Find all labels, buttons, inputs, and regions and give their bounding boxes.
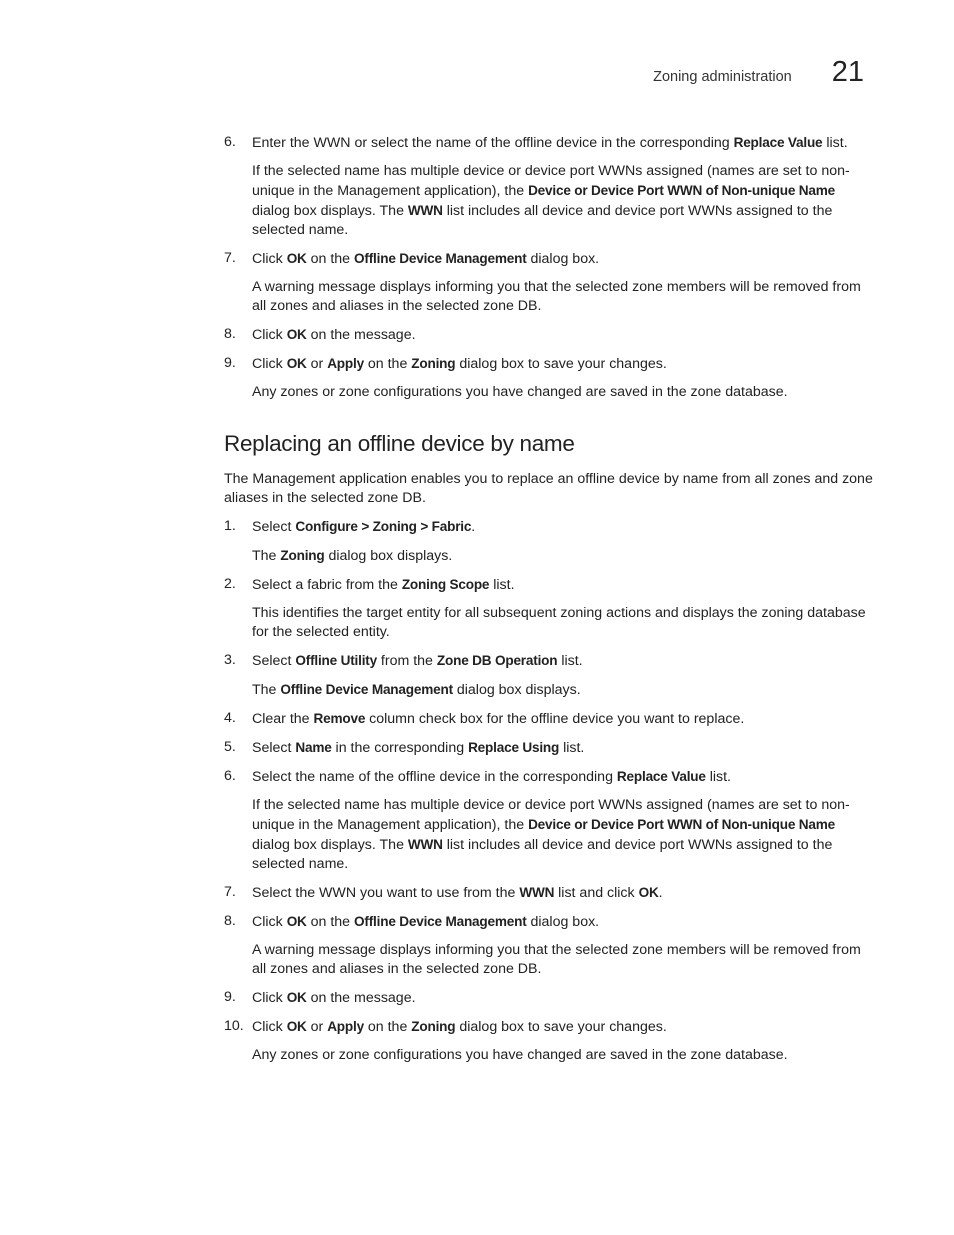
step-8 [224,912,874,932]
step-number: 1. [224,518,236,534]
step-text: Select Offline Utility from the Zone DB Operation list. [252,653,583,669]
step-6-note: If the selected name has multiple device or device port WWNs assigned (names are set to non-unique in the Management application), the Device or Device Port WWN of Non-unique Name dialog box displays. The WWN list includes all device and device port WWNs assigned to the selected name. [252,797,850,872]
step-number: 3. [224,652,236,668]
step-10 [224,1017,874,1037]
step-number: 7. [224,250,236,266]
step-6 [224,767,874,787]
chapter-number: 21 [831,56,864,88]
step-number: 8. [224,326,236,342]
step-number: 9. [224,989,236,1005]
step-text: Click OK on the Offline Device Management dialog box. [252,251,600,267]
step-9 [224,988,874,1008]
step-number: 2. [224,576,236,592]
step-3-note: The Offline Device Management dialog box displays. [252,682,581,698]
section-heading: Replacing an offline device by name [224,431,575,456]
step-9-note: Any zones or zone configurations you have changed are saved in the zone database. [252,384,788,400]
step-text: Click OK on the message. [252,327,416,343]
step-1 [224,517,874,537]
step-number: 4. [224,710,236,726]
section-intro: The Management application enables you to replace an offline device by name from all zones and zone aliases in the selected zone DB. [224,471,873,506]
page-content [224,133,874,1074]
section-title: Zoning administration [653,69,792,85]
step-10-note: Any zones or zone configurations you have changed are saved in the zone database. [252,1047,788,1063]
step-text: Enter the WWN or select the name of the offline device in the corresponding Replace Value list. [252,135,848,151]
page-header [653,56,864,89]
step-number: 6. [224,768,236,784]
step-number: 7. [224,884,236,900]
step-text: Select Configure > Zoning > Fabric. [252,519,476,535]
step-number: 9. [224,355,236,371]
step-7 [224,883,874,903]
step-1-note: The Zoning dialog box displays. [252,548,453,564]
step-7-note: A warning message displays informing you that the selected zone members will be removed from all zones and aliases in the selected zone DB. [252,279,861,314]
step-5 [224,738,874,758]
step-number: 8. [224,913,236,929]
step-4 [224,709,874,729]
step-6 [224,133,874,153]
step-9 [224,354,874,374]
step-8 [224,325,874,345]
step-text: Click OK or Apply on the Zoning dialog box to save your changes. [252,1019,667,1035]
step-text: Click OK or Apply on the Zoning dialog box to save your changes. [252,356,667,372]
step-text: Select the WWN you want to use from the WWN list and click OK. [252,885,663,901]
step-number: 6. [224,134,236,150]
step-2-note: This identifies the target entity for all subsequent zoning actions and displays the zoning database for the selected entity. [252,605,866,640]
step-text: Click OK on the message. [252,990,416,1006]
step-text: Clear the Remove column check box for the offline device you want to replace. [252,711,745,727]
step-text: Select the name of the offline device in the corresponding Replace Value list. [252,769,731,785]
step-text: Click OK on the Offline Device Management dialog box. [252,914,600,930]
step-6-note: If the selected name has multiple device or device port WWNs assigned (names are set to non-unique in the Management application), the Device or Device Port WWN of Non-unique Name dialog box displays. The WWN list includes all device and device port WWNs assigned to the selected name. [252,163,850,238]
step-3 [224,651,874,671]
step-number: 5. [224,739,236,755]
step-8-note: A warning message displays informing you that the selected zone members will be removed from all zones and aliases in the selected zone DB. [252,942,861,977]
step-7 [224,249,874,269]
step-text: Select Name in the corresponding Replace Using list. [252,740,585,756]
step-number: 10. [224,1018,244,1034]
step-text: Select a fabric from the Zoning Scope list. [252,577,515,593]
step-2 [224,575,874,595]
